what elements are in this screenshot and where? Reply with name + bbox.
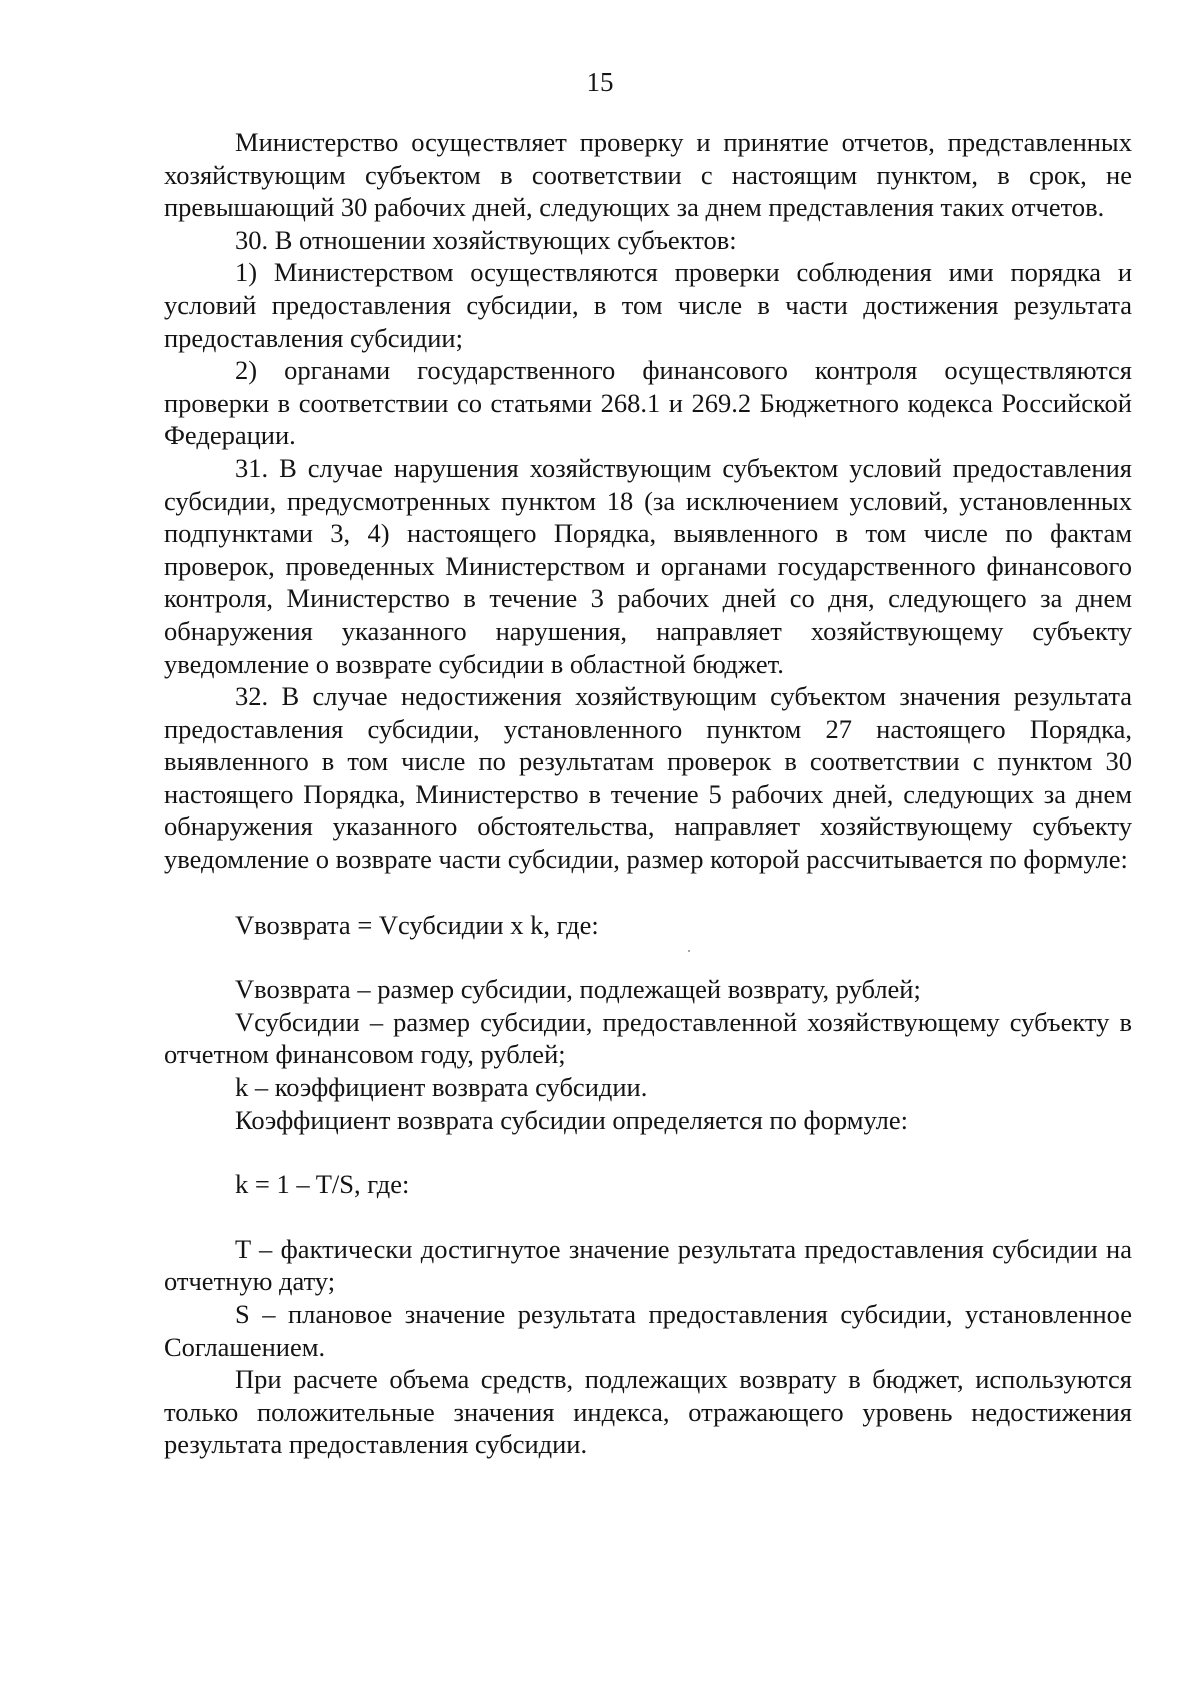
definition-v-subsidy: Vсубсидии – размер субсидии, предоставленной хозяйствующему субъекту в отчетном финансовом году, рублей; [164, 1006, 1132, 1070]
definition-k: k – коэффициент возврата субсидии. [235, 1072, 648, 1103]
formula-coefficient: k = 1 – T/S, где: [235, 1169, 410, 1200]
definition-v-return: Vвозврата – размер субсидии, подлежащей возврату, рублей; [235, 974, 921, 1005]
paragraph-positive-values: При расчете объема средств, подлежащих возврату в бюджет, используются только положительные значения индекса, отражающего уровень недостижения результата предоставления субсидии. [164, 1364, 1132, 1460]
paragraph-report-review: Министерство осуществляет проверку и принятие отчетов, представленных хозяйствующим субъектом в соответствии с настоящим пунктом, в срок, не превышающий 30 рабочих дней, следующих за днем представления таких отчетов. [164, 127, 1132, 223]
paragraph-clause-30-item-1: 1) Министерством осуществляются проверки соблюдения ими порядка и условий предоставления субсидии, в том числе в части достижения результата предоставления субсидии; [164, 257, 1132, 353]
scan-speck [688, 950, 690, 952]
definition-s: S – плановое значение результата предоставления субсидии, установленное Соглашением. [164, 1299, 1132, 1362]
paragraph-clause-32: 32. В случае недостижения хозяйствующим субъектом значения результата предоставления субсидии, установленного пунктом 27 настоящего Порядка, выявленного в том числе по результатам проверок в соответствии с пунктом 30 настоящего Порядка, Министерство в течение 5 рабочих дней, следующих за днем обнаружения указанного обстоятельства, направляет хозяйствующему субъекту уведомление о возврате части субсидии, размер которой рассчитывается по формуле: [164, 681, 1132, 875]
document-body [164, 126, 1132, 1461]
formula-return-amount: Vвозврата = Vсубсидии x k, где: [235, 909, 599, 940]
paragraph-clause-30-item-2: 2) органами государственного финансового контроля осуществляются проверки в соответствии со статьями 268.1 и 269.2 Бюджетного кодекса Российской Федерации. [164, 355, 1132, 451]
definition-t: T – фактически достигнутое значение результата предоставления субсидии на отчетную дату; [164, 1233, 1132, 1297]
paragraph-clause-31: 31. В случае нарушения хозяйствующим субъектом условий предоставления субсидии, предусмотренных пунктом 18 (за исключением условий, установленных подпунктами 3, 4) настоящего Порядка, выявленного в том числе по фактам проверок, проведенных Министерством и органами государственного финансового контроля, Министерство в течение 3 рабочих дней со дня, следующего за днем обнаружения указанного нарушения, направляет хозяйствующему субъекту уведомление о возврате субсидии в областной бюджет. [164, 452, 1132, 679]
paragraph-clause-30: 30. В отношении хозяйствующих субъектов: [235, 224, 737, 255]
page-number: 15 [586, 67, 614, 97]
paragraph-coefficient-intro: Коэффициент возврата субсидии определяется по формуле: [235, 1104, 908, 1135]
